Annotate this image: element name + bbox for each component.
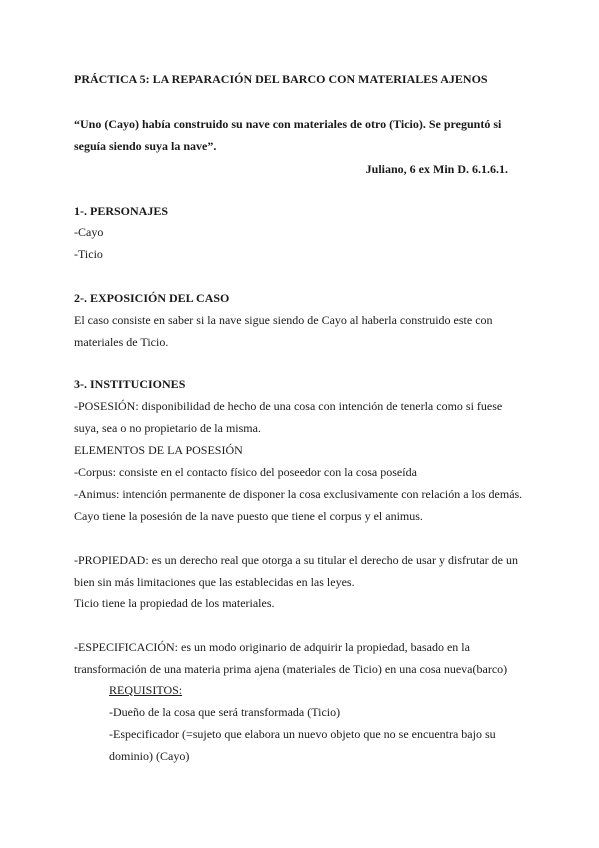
quote-line-1: “Uno (Cayo) había construido su nave con materiales de otro (Ticio). Se preguntó si [74, 117, 502, 131]
posesion-line: -Animus: intención permanente de disponer la cosa exclusivamente con relación a los demás. [74, 487, 523, 501]
requisito-item: -Dueño de la cosa que será transformada (Ticio) [109, 705, 341, 719]
requisito-item: -Especificador (=sujeto que elabora un nuevo objeto que no se encuentra bajo su [109, 727, 496, 741]
propiedad-line: -PROPIEDAD: es un derecho real que otorga a su titular el derecho de usar y disfrutar de un [74, 553, 518, 567]
quote-citation: Juliano, 6 ex Min D. 6.1.6.1. [365, 162, 508, 176]
propiedad-line: Ticio tiene la propiedad de los materiales. [74, 596, 275, 610]
requisito-item: dominio) (Cayo) [109, 749, 190, 763]
especificacion-line: transformación de una materia prima ajena (materiales de Ticio) en una cosa nueva(barco) [74, 662, 508, 676]
section-2-heading: 2-. EXPOSICIÓN DEL CASO [74, 291, 230, 305]
character-item: -Ticio [74, 247, 103, 261]
posesion-line: -POSESIÓN: disponibilidad de hecho de una cosa con intención de tenerla como si fuese [74, 399, 503, 413]
case-text-line: El caso consiste en saber si la nave sigue siendo de Cayo al haberla construido este con [74, 313, 493, 327]
requisitos-heading: REQUISITOS: [109, 683, 183, 697]
case-text-line: materiales de Ticio. [74, 335, 169, 349]
posesion-line: suya, sea o no propietario de la misma. [74, 421, 261, 435]
posesion-elements-heading: ELEMENTOS DE LA POSESIÓN [74, 443, 243, 457]
posesion-line: -Corpus: consiste en el contacto físico del poseedor con la cosa poseída [74, 465, 417, 479]
especificacion-line: -ESPECIFICACIÓN: es un modo originario de adquirir la propiedad, basado en la [74, 640, 470, 654]
section-3-heading: 3-. INSTITUCIONES [74, 377, 186, 391]
propiedad-line: bien sin más limitaciones que las establecidas en las leyes. [74, 575, 355, 589]
section-1-heading: 1-. PERSONAJES [74, 204, 169, 218]
document-title: PRÁCTICA 5: LA REPARACIÓN DEL BARCO CON MATERIALES AJENOS [74, 72, 488, 86]
posesion-line: Cayo tiene la posesión de la nave puesto que tiene el corpus y el animus. [74, 509, 423, 523]
quote-line-2: seguía siendo suya la nave”. [74, 139, 217, 153]
character-item: -Cayo [74, 225, 104, 239]
